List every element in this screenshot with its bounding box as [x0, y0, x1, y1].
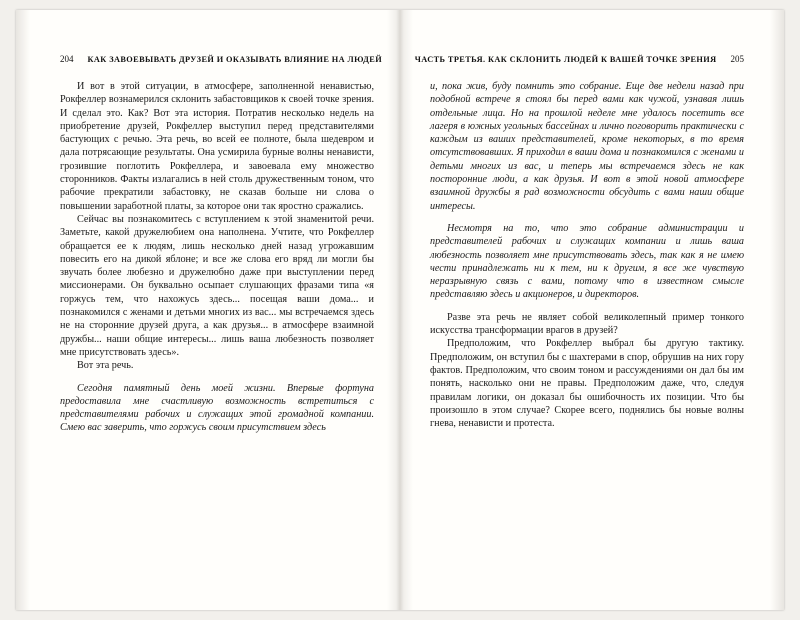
right-running-head	[414, 54, 744, 64]
quoted-speech-paragraph: Несмотря на то, что это собрание администрации и представителей рабочих и служащих компании и лишь ваша любезность позволяет мне присутствовать здесь, так как я не имею чести принадлежать ни к тем, ни к другим, я все же чувствую неразрывную связь с вами, потому что в известном смысле представляю здесь и акционеров, и директоров.	[430, 222, 744, 301]
paragraph: Сейчас вы познакомитесь с вступлением к этой знаменитой речи. Заметьте, какой дружелюбием она наполнена. Учтите, что Рокфеллер обращается ее к людям, лишь несколько дней назад угрожавшим повесить его на дикой яблоне; и все же слова его вряд ли могли бы звучать более любезно и дружелюбно даже при выступлении перед миссионерами. Он буквально осыпает слушающих фразами типа «я горжусь тем, что нахожусь здесь... посещая ваши дома... и познакомился с женами и детьми многих из вас... мы встречаемся здесь не на сторонние друзей друга, а как друзья... в атмосфере взаимной дружбы... наши общие интересы... лишь ваша любезность позволяет мне присутствовать здесь».	[60, 213, 374, 358]
right-running-head-title: ЧАСТЬ ТРЕТЬЯ. КАК СКЛОНИТЬ ЛЮДЕЙ К ВАШЕЙ ТОЧКЕ ЗРЕНИЯ	[414, 55, 717, 64]
left-page-number: 204	[60, 54, 74, 64]
paragraph: И вот в этой ситуации, в атмосфере, заполненной ненавистью, Рокфеллер вознамерился склонить забастовщиков к своей точке зрения. И сделал это. Как? Вот эта история. Потратив несколько недель на приобретение друзей, Рокфеллер выступил перед представителями бастующих с речью. Эта речь, во всей ее полноте, была шедевром и дала потрясающие результаты. Она усмирила бурные волны ненависти, грозившие поглотить Рокфеллера, и завоевала ему множество сторонников. Факты излагались в ней столь дружественным тоном, что рабочие прекратили забастовку, не сказав больше ни слова о повышении заработной платы, за которое они так яростно сражались.	[60, 81, 374, 212]
left-page	[16, 10, 400, 610]
right-page-number: 205	[730, 54, 744, 64]
paragraph: Разве эта речь не являет собой великолепный пример тонкого искусства трансформации врагов в друзей?	[430, 311, 744, 337]
left-running-head	[60, 54, 383, 64]
paragraph: Предположим, что Рокфеллер выбрал бы другую тактику. Предположим, он вступил бы с шахтерами в спор, обрушив на них гору фактов. Предположим, что своим тоном и рассуждениями он дал бы им понять, насколько они не правы. Предположим даже, что, следуя правилам логики, он доказал бы ошибочность их позиции. Что бы произошло в этом случае? Скорее всего, поднялись бы новые волны гнева, ненависти и протеста.	[430, 338, 744, 430]
left-running-head-title: КАК ЗАВОЕВЫВАТЬ ДРУЗЕЙ И ОКАЗЫВАТЬ ВЛИЯНИЕ НА ЛЮДЕЙ	[87, 55, 383, 64]
quoted-speech-paragraph: и, пока жив, буду помнить это собрание. Еще две недели назад при подобной встрече я стоял бы перед вами как чужой, узнавая лишь отдельные лица. Но на прошлой неделе мне удалось посетить все лагеря в южных угольных бассейнах и лично поговорить практически с каждым из ваших представителей, кроме некоторых, в то время отсутствовавших. Я приходил в ваши дома и познакомился с женами и детьми многих из вас, и теперь мы встречаемся здесь не как посторонние люди, а как друзья. И вот в этой новой атмосфере взаимной дружбы я рад возможности обсудить с вами наши общие интересы.	[430, 81, 744, 212]
left-page-body	[60, 80, 374, 435]
right-page	[400, 10, 784, 610]
paragraph: Вот эта речь.	[77, 360, 134, 372]
quoted-speech-paragraph: Сегодня памятный день моей жизни. Впервые фортуна предоставила мне счастливую возможность встретиться с представителями рабочих и служащих этой громадной компании. Смею вас заверить, что горжусь своим присутствием здесь	[60, 382, 374, 434]
book-spread	[16, 10, 784, 610]
right-page-body	[430, 80, 744, 430]
